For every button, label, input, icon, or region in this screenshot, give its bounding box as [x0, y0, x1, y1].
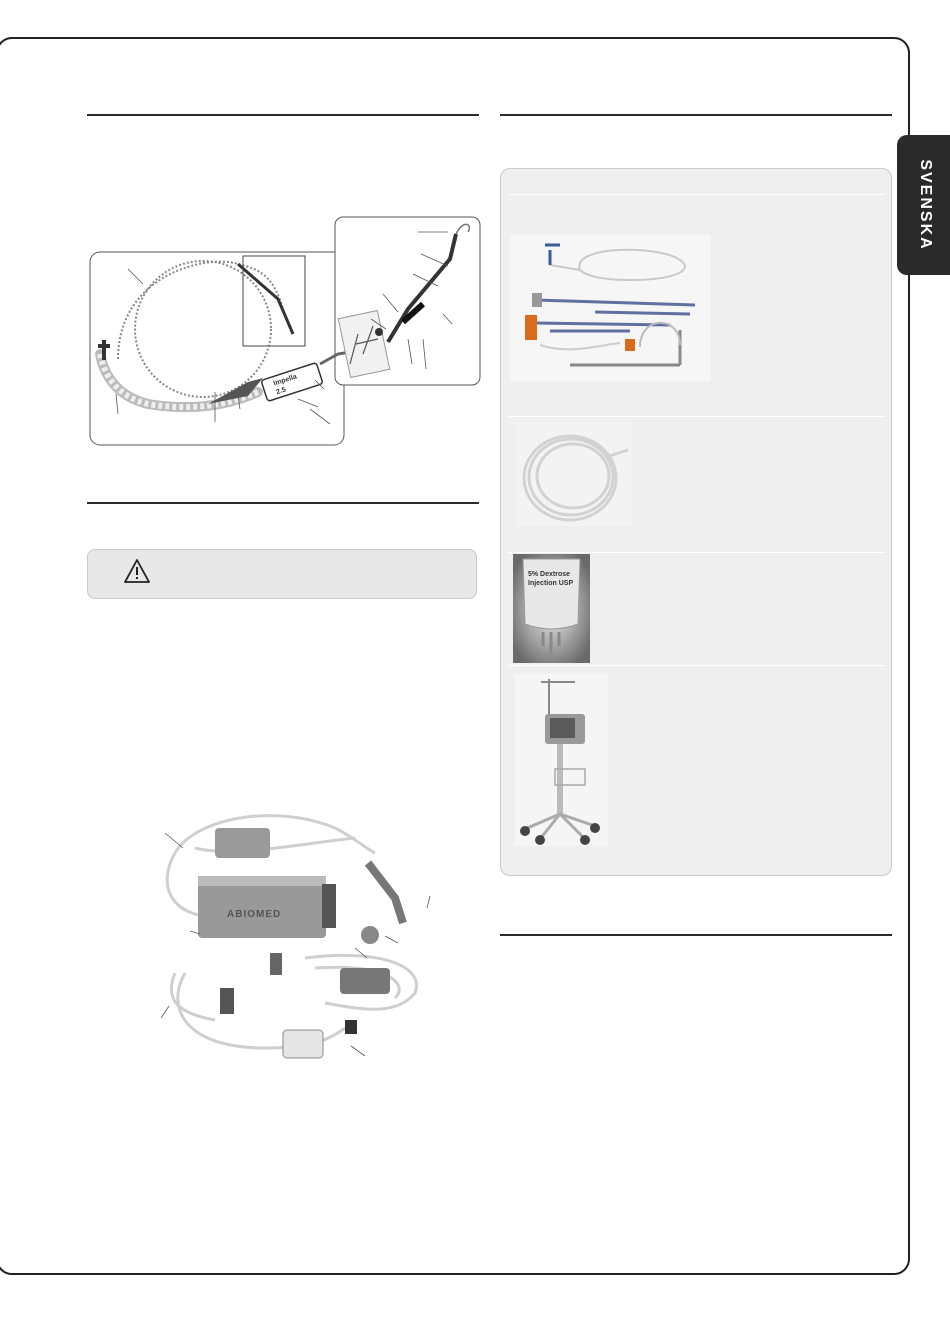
iv-bag-label-line1: 5% Dextrose: [528, 571, 571, 578]
panel-divider: [509, 552, 885, 553]
panel-divider: [509, 665, 885, 666]
section-rule-bottom-right: [500, 934, 892, 936]
accessory-kit-photo: [510, 235, 711, 381]
tubing-coil-photo: [516, 422, 632, 526]
iv-bag-photo: [513, 554, 590, 663]
catheter-label-line1: Impella: [272, 373, 298, 388]
pump-brand-text: ABIOMED: [227, 909, 282, 920]
catheter-figure: [88, 214, 484, 448]
components-panel: [500, 168, 892, 876]
language-tab-label: SVENSKA: [917, 159, 934, 251]
controller-cart-photo: [515, 674, 608, 846]
section-rule-middle-left: [87, 502, 479, 504]
warning-triangle-icon: [123, 558, 151, 584]
iv-bag-label-line2: Injection USP: [528, 580, 574, 587]
purge-cassette-figure: [155, 798, 445, 1066]
warning-box: [87, 549, 477, 599]
catheter-label-line2: 2.5: [275, 386, 287, 397]
section-rule-top-right: [500, 114, 892, 116]
panel-divider: [509, 194, 885, 195]
language-tab[interactable]: [897, 135, 950, 275]
panel-divider: [509, 416, 885, 417]
section-rule-top-left: [87, 114, 479, 116]
